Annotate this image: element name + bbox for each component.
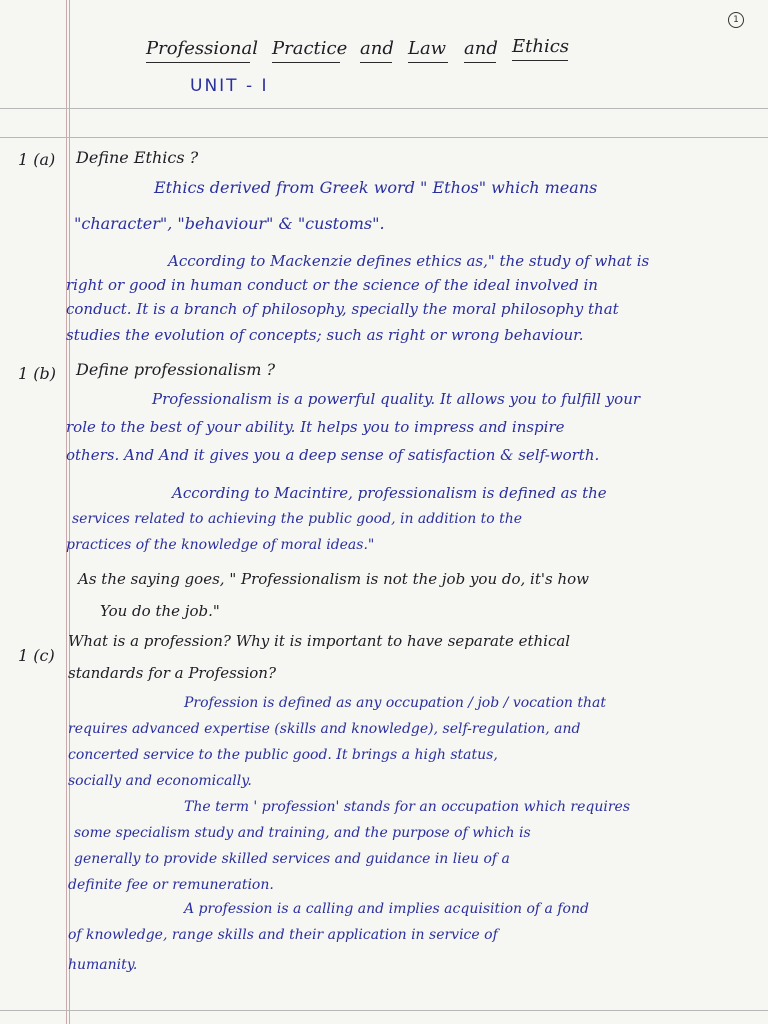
rule-line	[0, 137, 768, 138]
question-number: 1 (a)	[18, 150, 56, 169]
answer-line: According to Mackenzie defines ethics as," the study of what is	[168, 252, 650, 270]
answer-line: The term ' profession' stands for an occupation which requires	[184, 799, 631, 815]
title-word: and	[360, 38, 394, 59]
answer-line: concerted service to the public good. It brings a high status,	[68, 747, 498, 763]
question-text: What is a profession? Why it is important to have separate ethical	[68, 632, 571, 650]
title-word: Ethics	[512, 36, 570, 57]
quote-line: As the saying goes, " Professionalism is not the job you do, it's how	[78, 570, 590, 588]
answer-line: practices of the knowledge of moral ideas."	[66, 537, 375, 553]
answer-line: studies the evolution of concepts; such as right or wrong behaviour.	[66, 326, 584, 344]
left-margin-line	[66, 0, 67, 1024]
answer-line: requires advanced expertise (skills and knowledge), self-regulation, and	[68, 721, 581, 737]
left-margin-line-2	[69, 0, 70, 1024]
title-word: and	[464, 38, 498, 59]
answer-line: Profession is defined as any occupation / job / vocation that	[184, 695, 606, 711]
answer-line: humanity.	[68, 957, 138, 973]
answer-line: right or good in human conduct or the science of the ideal involved in	[66, 276, 598, 294]
answer-line: generally to provide skilled services and guidance in lieu of a	[74, 851, 510, 867]
title-underline	[464, 62, 496, 63]
title-word: Law	[408, 38, 447, 59]
question-text: Define professionalism ?	[76, 360, 276, 379]
question-number: 1 (c)	[18, 646, 55, 665]
answer-line: socially and economically.	[68, 773, 252, 789]
answer-line: of knowledge, range skills and their application in service of	[68, 927, 498, 943]
answer-line: A profession is a calling and implies acquisition of a fond	[184, 901, 589, 917]
answer-line: services related to achieving the public good, in addition to the	[72, 511, 523, 527]
title-underline	[512, 60, 568, 61]
header-rule	[0, 108, 768, 109]
answer-line: role to the best of your ability. It helps you to impress and inspire	[66, 418, 565, 436]
answer-line: some specialism study and training, and the purpose of which is	[74, 825, 531, 841]
answer-line: definite fee or remuneration.	[68, 877, 274, 893]
answer-line: conduct. It is a branch of philosophy, specially the moral philosophy that	[66, 300, 619, 318]
title-underline	[272, 62, 340, 63]
question-number: 1 (b)	[18, 364, 56, 383]
answer-line: According to Macintire, professionalism is defined as the	[172, 484, 607, 502]
title-word: Professional	[146, 38, 259, 59]
rule-line	[0, 1010, 768, 1011]
answer-line: others. And And it gives you a deep sense of satisfaction & self-worth.	[66, 446, 600, 464]
title-underline	[408, 62, 448, 63]
title-word: Practice	[272, 38, 348, 59]
question-text: Define Ethics ?	[76, 148, 199, 167]
answer-line: "character", "behaviour" & "customs".	[74, 214, 385, 233]
quote-line: You do the job."	[100, 602, 220, 620]
question-text: standards for a Profession?	[68, 664, 276, 682]
answer-line: Ethics derived from Greek word " Ethos" which means	[154, 178, 598, 197]
page-number: 1	[728, 12, 744, 28]
unit-heading: UNIT - I	[190, 76, 269, 96]
answer-line: Professionalism is a powerful quality. It allows you to fulfill your	[152, 390, 641, 408]
title-underline	[146, 62, 250, 63]
title-underline	[360, 62, 392, 63]
